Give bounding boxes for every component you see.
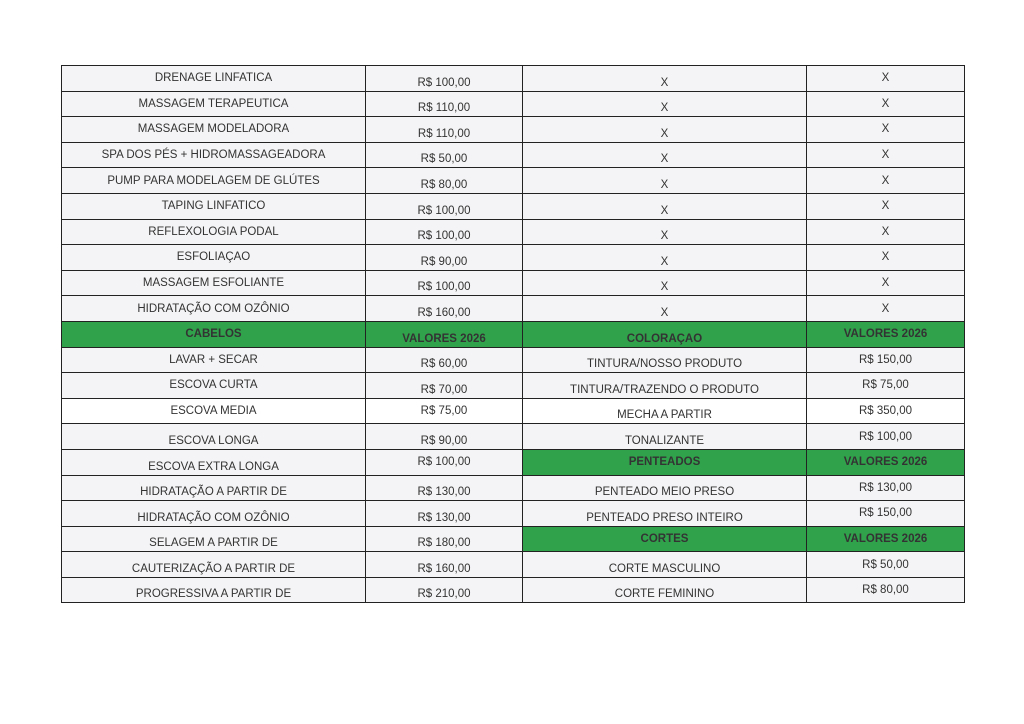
cell-x: X [807,142,965,168]
table-row [62,117,965,143]
service-name: DRENAGE LINFATICA [62,66,366,92]
service-price: R$ 60,00 [366,347,523,373]
service-price: R$ 50,00 [366,142,523,168]
cell-x: X [523,296,807,322]
table-row [62,91,965,117]
service-price: R$ 100,00 [366,66,523,92]
service-price: R$ 130,00 [366,475,523,501]
service-name: ESCOVA LONGA [62,424,366,450]
service-price: R$ 75,00 [807,373,965,399]
section-header-coloracao: COLORAÇAO [523,321,807,347]
service-name: MASSAGEM ESFOLIANTE [62,270,366,296]
cell-x: X [523,193,807,219]
table-row [62,168,965,194]
service-name: SELAGEM A PARTIR DE [62,526,366,552]
service-name: MASSAGEM MODELADORA [62,117,366,143]
service-name: ESCOVA MEDIA [62,398,366,424]
cell-x: X [523,117,807,143]
service-price: R$ 150,00 [807,347,965,373]
table-row [62,245,965,271]
cell-x: X [807,168,965,194]
cell-x: X [523,219,807,245]
service-price: R$ 130,00 [807,475,965,501]
cell-x: X [807,193,965,219]
table-row [62,347,965,373]
cell-x: X [523,91,807,117]
service-name: HIDRATAÇÃO A PARTIR DE [62,475,366,501]
table-row [62,449,965,475]
service-price: R$ 90,00 [366,424,523,450]
service-name: REFLEXOLOGIA PODAL [62,219,366,245]
service-name: HIDRATAÇÃO COM OZÔNIO [62,501,366,527]
service-name: PENTEADO MEIO PRESO [523,475,807,501]
section-header-valores: VALORES 2026 [366,321,523,347]
service-price: R$ 100,00 [807,424,965,450]
service-name: SPA DOS PÉS + HIDROMASSAGEADORA [62,142,366,168]
service-price: R$ 100,00 [366,449,523,475]
table-row [62,424,965,450]
service-price: R$ 50,00 [807,552,965,578]
service-price: R$ 100,00 [366,193,523,219]
table-row [62,526,965,552]
section-header-cabelos: CABELOS [62,321,366,347]
service-price: R$ 110,00 [366,117,523,143]
section-header-valores: VALORES 2026 [807,526,965,552]
service-name: TINTURA/NOSSO PRODUTO [523,347,807,373]
price-table [61,65,965,603]
table-row [62,475,965,501]
table-row [62,193,965,219]
table-row [62,373,965,399]
service-name: CORTE FEMININO [523,577,807,603]
section-header-valores: VALORES 2026 [807,449,965,475]
service-name: PENTEADO PRESO INTEIRO [523,501,807,527]
service-name: PROGRESSIVA A PARTIR DE [62,577,366,603]
cell-x: X [807,296,965,322]
section-header-row [62,321,965,347]
table-row [62,577,965,603]
cell-x: X [523,142,807,168]
service-price: R$ 150,00 [807,501,965,527]
service-price: R$ 100,00 [366,219,523,245]
service-price: R$ 75,00 [366,398,523,424]
section-header-penteados: PENTEADOS [523,449,807,475]
section-header-cortes: CORTES [523,526,807,552]
service-price: R$ 350,00 [807,398,965,424]
table-row [62,142,965,168]
service-name: HIDRATAÇÃO COM OZÔNIO [62,296,366,322]
cell-x: X [807,117,965,143]
service-price: R$ 80,00 [366,168,523,194]
table-row [62,501,965,527]
service-price: R$ 160,00 [366,552,523,578]
service-name: TAPING LINFATICO [62,193,366,219]
service-name: MASSAGEM TERAPEUTICA [62,91,366,117]
service-name: TINTURA/TRAZENDO O PRODUTO [523,373,807,399]
service-name: PUMP PARA MODELAGEM DE GLÚTES [62,168,366,194]
cell-x: X [807,270,965,296]
service-price: R$ 70,00 [366,373,523,399]
cell-x: X [807,245,965,271]
service-name: CAUTERIZAÇÃO A PARTIR DE [62,552,366,578]
service-name: ESCOVA EXTRA LONGA [62,449,366,475]
cell-x: X [523,270,807,296]
table-row [62,398,965,424]
service-name: LAVAR + SECAR [62,347,366,373]
service-price: R$ 100,00 [366,270,523,296]
table-row [62,270,965,296]
service-name: CORTE MASCULINO [523,552,807,578]
cell-x: X [523,66,807,92]
service-price: R$ 210,00 [366,577,523,603]
cell-x: X [807,91,965,117]
service-price: R$ 110,00 [366,91,523,117]
cell-x: X [807,219,965,245]
service-name: MECHA A PARTIR [523,398,807,424]
section-header-valores: VALORES 2026 [807,321,965,347]
service-name: ESCOVA CURTA [62,373,366,399]
cell-x: X [807,66,965,92]
service-price: R$ 180,00 [366,526,523,552]
service-price: R$ 130,00 [366,501,523,527]
cell-x: X [523,245,807,271]
table-row [62,219,965,245]
table-row [62,296,965,322]
service-price: R$ 80,00 [807,577,965,603]
cell-x: X [523,168,807,194]
service-name: ESFOLIAÇAO [62,245,366,271]
service-price: R$ 160,00 [366,296,523,322]
service-name: TONALIZANTE [523,424,807,450]
service-price: R$ 90,00 [366,245,523,271]
table-row [62,552,965,578]
table-row [62,66,965,92]
